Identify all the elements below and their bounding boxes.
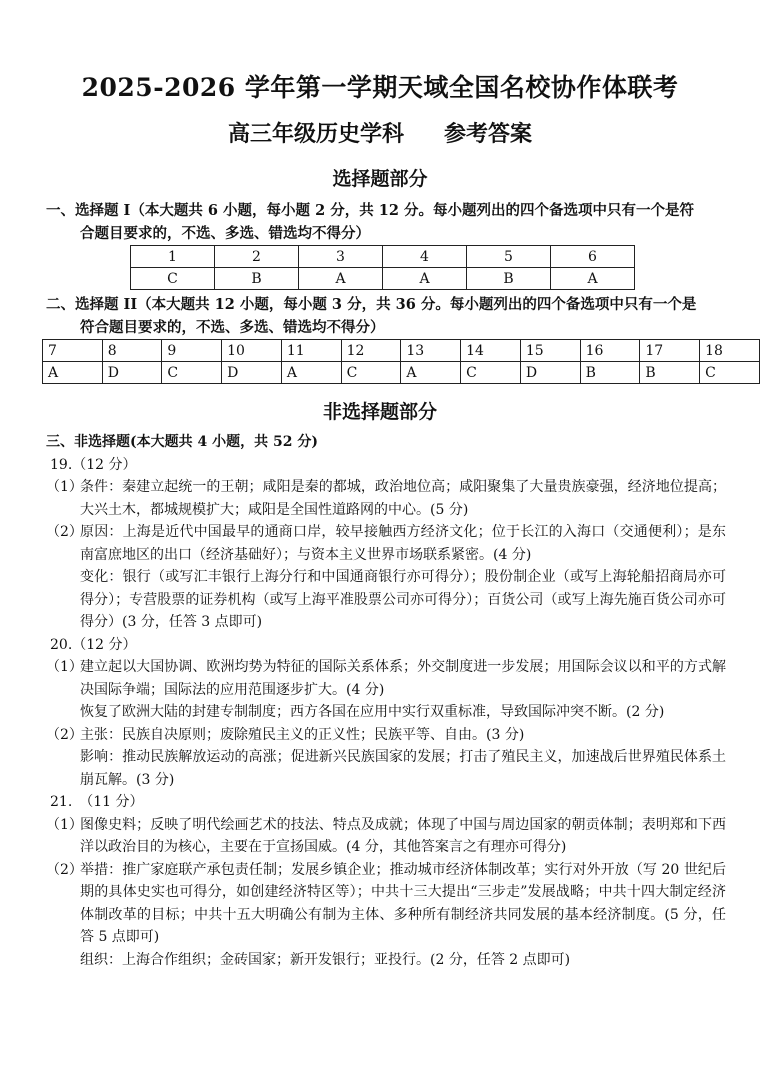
question-number-cell: 10	[222, 340, 282, 362]
question-number-cell: 1	[131, 246, 215, 268]
answer-cell: A	[281, 362, 341, 384]
answer-text: 建立起以大国协调、欧洲均势为特征的国际关系体系；外交制度进一步发展；用国际会议以和平的方式解决国际争端；国际法的应用范围逐步扩大。(4 分)	[80, 659, 726, 698]
part1-header-line1: 一、选择题 I（本大题共 6 小题，每小题 2 分，共 12 分。每小题列出的四个备选项中只有一个是符	[46, 202, 694, 219]
question-number-cell: 4	[383, 246, 467, 268]
answer-cell: C	[461, 362, 521, 384]
answer-cell: C	[131, 268, 215, 290]
document-title: 2025-2026 学年第一学期天域全国名校协作体联考	[81, 73, 679, 102]
table-row	[43, 340, 760, 362]
answer-cell: A	[551, 268, 635, 290]
answer-label: （1）	[46, 659, 83, 675]
answer-cell: B	[467, 268, 551, 290]
answer-label: （2）	[46, 524, 83, 540]
answer-cell: C	[341, 362, 401, 384]
q21-answer-1	[46, 814, 726, 859]
question-number-cell: 18	[700, 340, 760, 362]
question-number-cell: 6	[551, 246, 635, 268]
q19-answer-1	[46, 476, 726, 521]
q19-answer-2	[46, 521, 726, 566]
q20-answer-1	[46, 656, 726, 701]
part2-header-line2: 符合题目要求的，不选、多选、错选均不得分）	[80, 319, 385, 336]
answer-cell: C	[700, 362, 760, 384]
answer-cell: B	[215, 268, 299, 290]
answer-key-label: 参考答案	[444, 121, 533, 147]
answer-label: （2）	[46, 726, 83, 743]
answer-label: （2）	[46, 861, 83, 878]
answer-text: 举措：推广家庭联产承包责任制；发展乡镇企业；推动城市经济体制改革；实行对外开放（写 20 世纪后期的具体史实也可得分，如创建经济特区等）；中共十三大提出“三步走”发展战略；中共十四大制定经济体制改革的目标；中共十五大明确公有制为主体、多种所有制经济共同发展的基本经济制度。(5 分，任答 5 点即可)	[80, 861, 726, 945]
q21-answer-2-extra: 组织：上海合作组织；金砖国家；新开发银行；亚投行。(2 分，任答 2 点即可)	[80, 951, 571, 968]
answer-cell: B	[580, 362, 640, 384]
question-number-cell: 12	[341, 340, 401, 362]
question-number-cell: 3	[299, 246, 383, 268]
mc-section-heading: 选择题部分	[332, 168, 428, 190]
question-number-cell: 16	[580, 340, 640, 362]
question-number-cell: 14	[461, 340, 521, 362]
part2-header	[46, 293, 726, 339]
subject-label: 高三年级历史学科	[227, 121, 404, 147]
answer-text: 图像史料；反映了明代绘画艺术的技法、特点及成就；体现了中国与周边国家的朝贡体制；表明郑和下西洋以政治目的为核心，主要在于宣扬国威。(4 分，其他答案言之有理亦可得分)	[80, 816, 726, 855]
non-mc-answers	[46, 431, 726, 971]
table-row	[131, 246, 635, 268]
part2-answer-table	[42, 339, 760, 384]
q19-title: 19.（12 分）	[50, 456, 137, 473]
question-number-cell: 11	[281, 340, 341, 362]
question-number-cell: 9	[162, 340, 222, 362]
answer-label: （1）	[46, 816, 83, 833]
question-number-cell: 15	[520, 340, 580, 362]
answer-label: （1）	[46, 479, 83, 495]
answer-cell: A	[43, 362, 103, 384]
part1-answer-table	[130, 245, 635, 290]
answer-text: 条件：秦建立起统一的王朝；咸阳是秦的都城，政治地位高；咸阳聚集了大量贵族豪强，经济地位提高；大兴土木，都城规模扩大；咸阳是全国性道路网的中心。(5 分)	[80, 479, 726, 518]
answer-cell: D	[222, 362, 282, 384]
answer-cell: D	[520, 362, 580, 384]
part1-header-line2: 合题目要求的，不选、多选、错选均不得分）	[80, 225, 370, 242]
answer-text: 主张：民族自决原则；废除殖民主义的正义性；民族平等、自由。(3 分)	[80, 726, 525, 743]
q20-answer-2-extra: 影响：推动民族解放运动的高涨；促进新兴民族国家的发展；打击了殖民主义，加速战后世界殖民体系土崩瓦解。(3 分)	[80, 749, 726, 788]
answer-text: 原因：上海是近代中国最早的通商口岸，较早接触西方经济文化；位于长江的入海口（交通便利）；是东南富庶地区的出口（经济基础好）；与资本主义世界市场联系紧密。(4 分)	[80, 524, 726, 563]
answer-cell: A	[299, 268, 383, 290]
answer-cell: D	[102, 362, 162, 384]
q21-answer-2	[46, 859, 726, 949]
question-number-cell: 5	[467, 246, 551, 268]
part3-header: 三、非选择题(本大题共 4 小题，共 52 分)	[46, 434, 318, 450]
q20-answer-2	[46, 724, 726, 747]
answer-cell: C	[162, 362, 222, 384]
answer-cell: A	[383, 268, 467, 290]
part2-header-line1: 二、选择题 II（本大题共 12 小题，每小题 3 分，共 36 分。每小题列出的四个备选项中只有一个是	[46, 296, 697, 313]
table-row	[43, 362, 760, 384]
document-subtitle	[0, 117, 760, 148]
part1-header	[46, 199, 726, 245]
table-row	[131, 268, 635, 290]
question-number-cell: 7	[43, 340, 103, 362]
answer-cell: B	[640, 362, 700, 384]
q20-answer-1-extra: 恢复了欧洲大陆的封建专制制度；西方各国在应用中实行双重标准，导致国际冲突不断。(2 分)	[80, 704, 665, 720]
answer-cell: A	[401, 362, 461, 384]
nonmc-section-heading: 非选择题部分	[322, 401, 437, 423]
question-number-cell: 2	[215, 246, 299, 268]
q19-answer-2-extra: 变化：银行（或写汇丰银行上海分行和中国通商银行亦可得分）；股份制企业（或写上海轮船招商局亦可得分）；专营股票的证券机构（或写上海平准股票公司亦可得分）；百货公司（或写上海先施百货公司亦可得分）(3 分，任答 3 点即可)	[80, 569, 726, 630]
question-number-cell: 13	[401, 340, 461, 362]
q21-title: 21. （11 分）	[50, 794, 144, 810]
question-number-cell: 17	[640, 340, 700, 362]
question-number-cell: 8	[102, 340, 162, 362]
q20-title: 20.（12 分）	[50, 636, 137, 653]
